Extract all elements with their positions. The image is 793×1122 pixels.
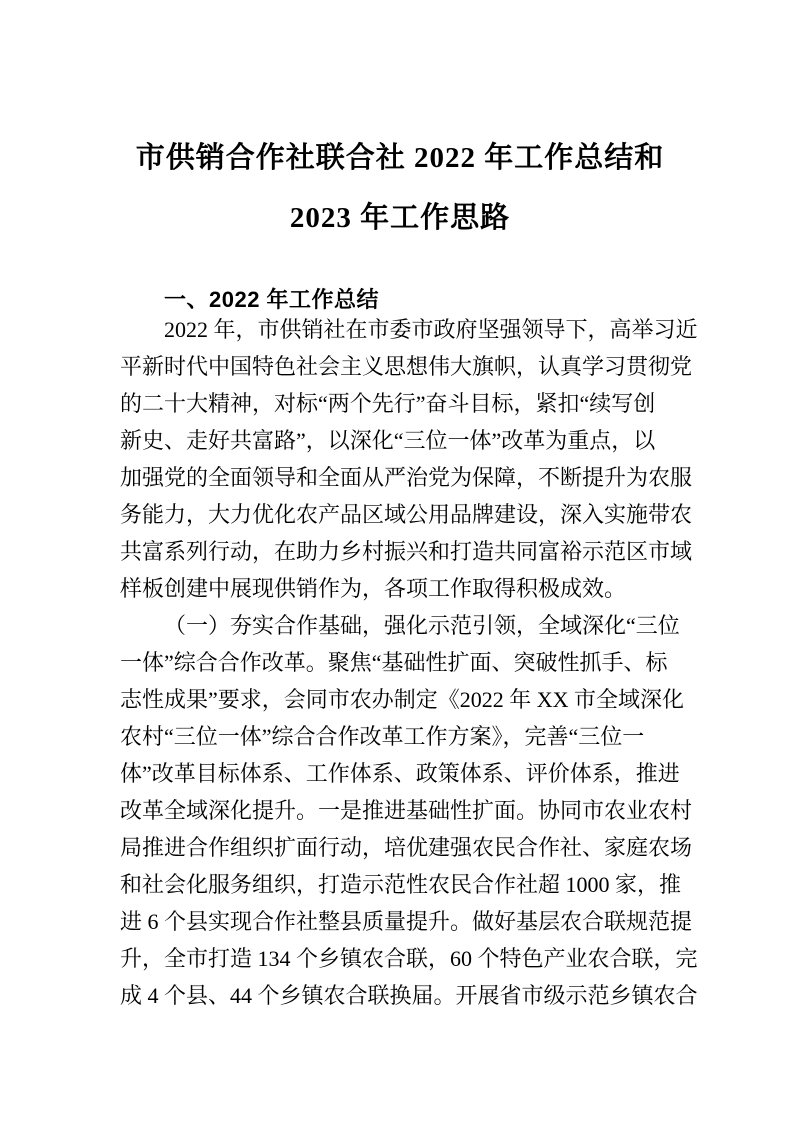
body-line: 进 6 个县实现合作社整县质量提升。做好基层农合联规范提 <box>120 909 693 934</box>
section-heading: 一、2022 年工作总结 <box>164 287 380 312</box>
body-line: 志性成果”要求，会同市农办制定《2022 年 XX 市全域深化 <box>120 687 685 712</box>
body-line: 农村“三位一体”综合合作改革工作方案》，完善“三位一 <box>120 724 645 749</box>
document-body <box>120 311 720 1014</box>
body-line: 务能力，大力优化农产品区域公用品牌建设，深入实施带农 <box>120 502 693 527</box>
body-line: 局推进合作组织扩面行动，培优建强农民合作社、家庭农场 <box>120 835 693 860</box>
body-line: 加强党的全面领导和全面从严治党为保障，不断提升为农服 <box>120 465 693 490</box>
body-line: 的二十大精神，对标“两个先行”奋斗目标，紧扣“续写创 <box>120 391 656 416</box>
body-line: （一）夯实合作基础，强化示范引领，全域深化“三位 <box>164 613 680 638</box>
body-line: 2022 年，市供销社在市委市政府坚强领导下，高举习近 <box>164 317 698 342</box>
body-line: 一体”综合合作改革。聚焦“基础性扩面、突破性抓手、标 <box>120 650 668 675</box>
body-line: 样板创建中展现供销作为，各项工作取得积极成效。 <box>120 576 627 601</box>
body-line: 改革全域深化提升。一是推进基础性扩面。协同市农业农村 <box>120 798 693 823</box>
document-title-line-1: 市供销合作社联合社 2022 年工作总结和 <box>135 142 665 174</box>
body-line: 和社会化服务组织，打造示范性农民合作社超 1000 家，推 <box>120 872 682 897</box>
body-line: 体”改革目标体系、工作体系、政策体系、评价体系，推进 <box>120 761 680 786</box>
document-title <box>110 128 690 248</box>
body-line: 共富系列行动，在助力乡村振兴和打造共同富裕示范区市域 <box>120 539 693 564</box>
body-line: 升，全市打造 134 个乡镇农合联，60 个特色产业农合联，完 <box>120 946 698 971</box>
body-line: 成 4 个县、44 个乡镇农合联换届。开展省市级示范乡镇农合 <box>120 983 698 1008</box>
document-title-line-2: 2023 年工作思路 <box>289 202 511 234</box>
body-line: 新史、走好共富路”，以深化“三位一体”改革为重点，以 <box>120 428 656 453</box>
body-line: 平新时代中国特色社会主义思想伟大旗帜，认真学习贯彻党 <box>120 354 693 379</box>
